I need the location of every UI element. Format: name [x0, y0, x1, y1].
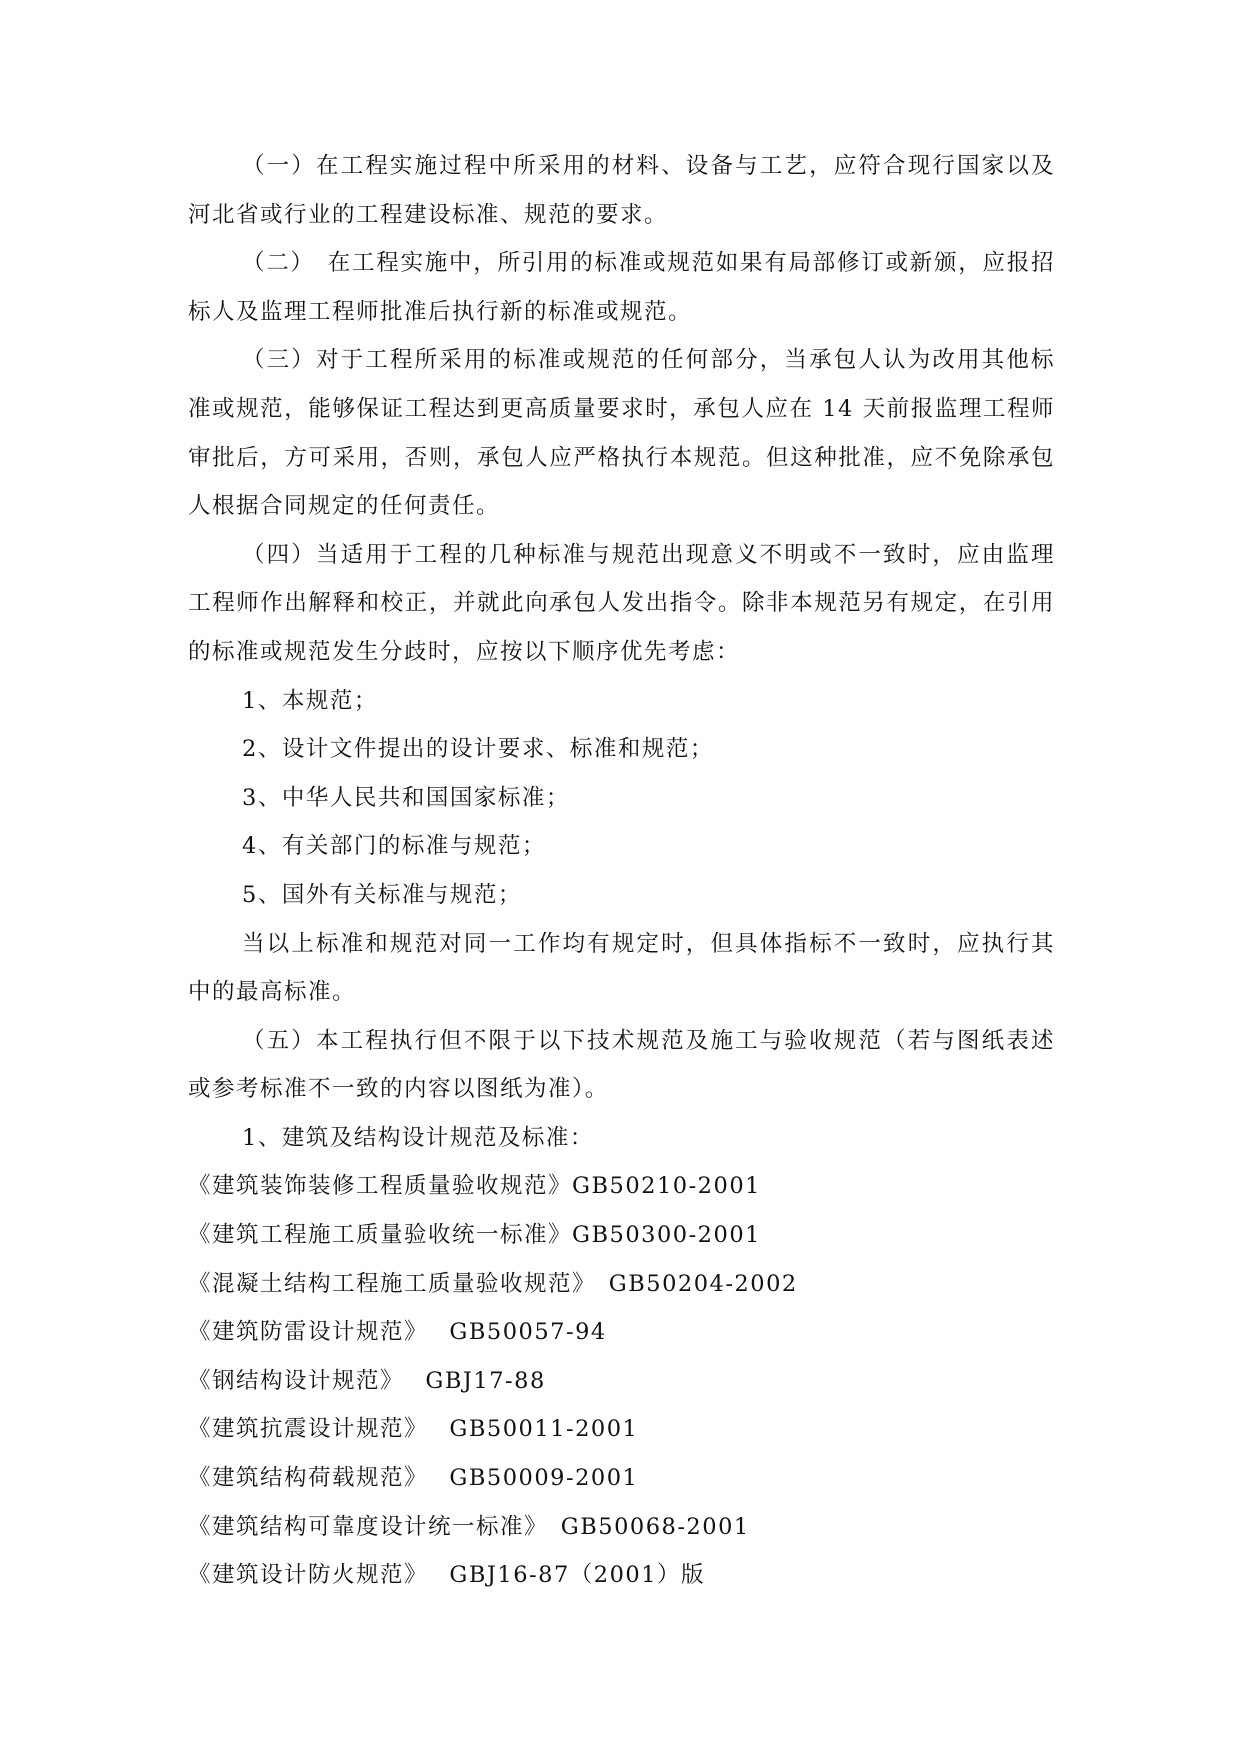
standard-item: 《建筑工程施工质量验收统一标准》GB50300-2001	[188, 1222, 761, 1249]
standard-item: 《建筑抗震设计规范》 GB50011-2001	[188, 1416, 639, 1443]
priority-item-3: 3、中华人民共和国国家标准；	[242, 784, 570, 811]
standard-item: 《混凝土结构工程施工质量验收规范》 GB50204-2002	[188, 1270, 798, 1297]
priority-item-5: 5、国外有关标准与规范；	[242, 881, 522, 908]
paragraph-four: （四）当适用于工程的几种标准与规范出现意义不明或不一致时，应由监理工程师作出解释和校正，并就此向承包人发出指令。除非本规范另有规定，在引用的标准或规范发生分歧时，应按以下顺序优先考虑：	[188, 541, 1055, 665]
highest-standard-note: 当以上标准和规范对同一工作均有规定时，但具体指标不一致时，应执行其中的最高标准。	[188, 930, 1055, 1006]
subheading-design-standards: 1、建筑及结构设计规范及标准：	[242, 1124, 594, 1151]
priority-item-1: 1、本规范；	[242, 687, 378, 714]
paragraph-five: （五）本工程执行但不限于以下技术规范及施工与验收规范（若与图纸表述或参考标准不一致的内容以图纸为准）。	[188, 1027, 1055, 1103]
paragraph-one: （一）在工程实施过程中所采用的材料、设备与工艺，应符合现行国家以及河北省或行业的工程建设标准、规范的要求。	[188, 153, 1055, 228]
standard-item: 《建筑结构荷载规范》 GB50009-2001	[188, 1465, 639, 1492]
standard-item: 《建筑设计防火规范》 GBJ16-87（2001）版	[188, 1562, 706, 1589]
standard-item: 《钢结构设计规范》 GBJ17-88	[188, 1367, 546, 1394]
paragraph-two: （二） 在工程实施中，所引用的标准或规范如果有局部修订或新颁，应报招标人及监理工程师批准后执行新的标准或规范。	[188, 250, 1055, 325]
standard-item: 《建筑结构可靠度设计统一标准》 GB50068-2001	[188, 1513, 750, 1540]
standard-item: 《建筑装饰装修工程质量验收规范》GB50210-2001	[188, 1173, 761, 1200]
paragraph-three: （三）对于工程所采用的标准或规范的任何部分，当承包人认为改用其他标准或规范，能够保证工程达到更高质量要求时，承包人应在 14 天前报监理工程师审批后，方可采用，否则，承包人应严格执行本规范。但这种批准，应不免除承包人根据合同规定的任何责任。	[188, 347, 1055, 520]
priority-item-2: 2、设计文件提出的设计要求、标准和规范；	[242, 736, 714, 763]
priority-item-4: 4、有关部门的标准与规范；	[242, 833, 546, 860]
document-body	[188, 142, 1055, 1600]
standard-item: 《建筑防雷设计规范》 GB50057-94	[188, 1319, 607, 1346]
